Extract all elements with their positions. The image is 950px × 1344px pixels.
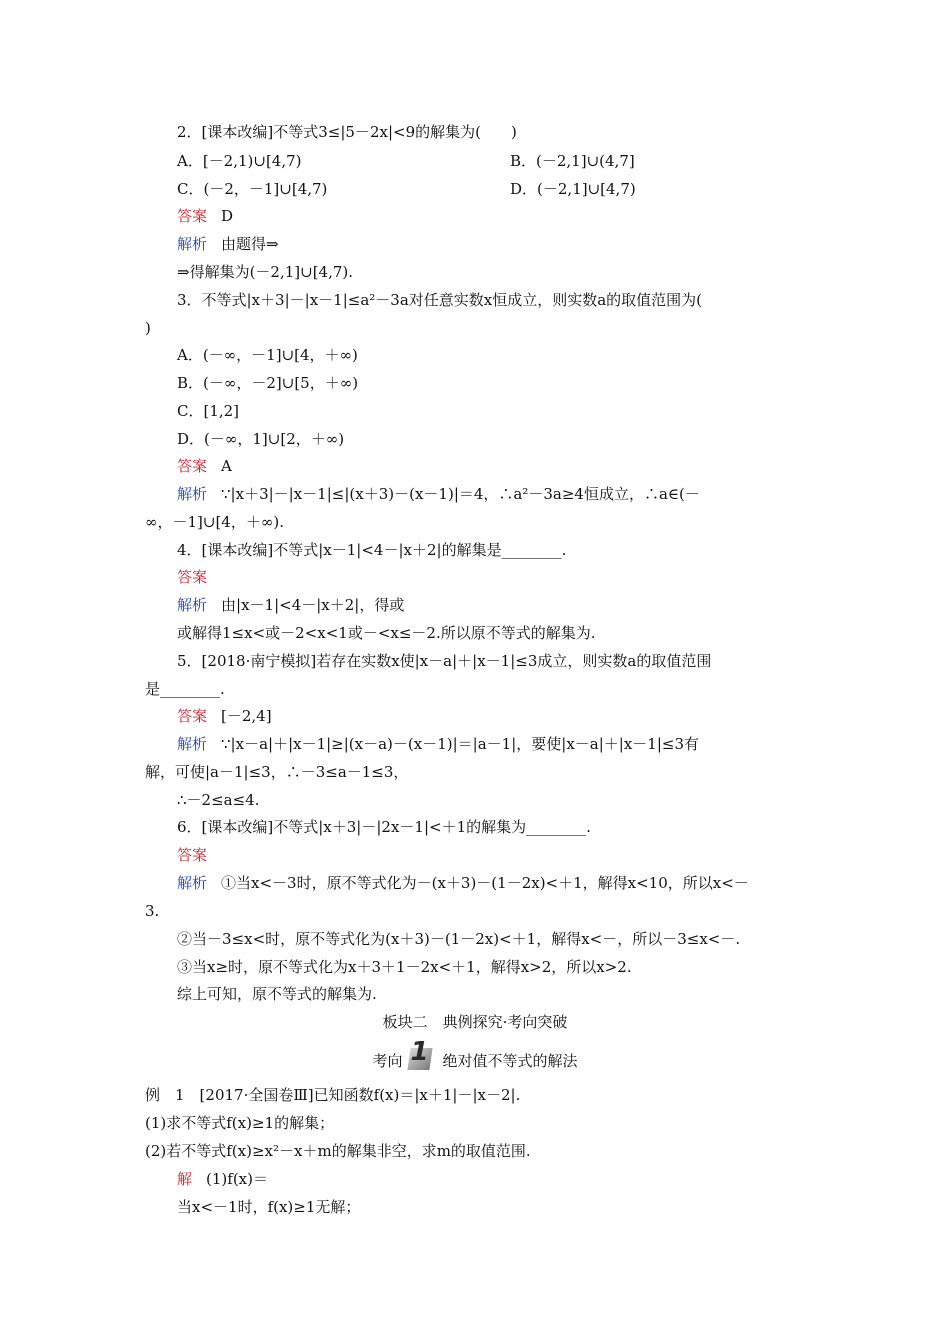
- topic-title: 绝对值不等式的解法: [442, 1052, 578, 1070]
- q3-analysis-line2: ∞，－1]∪[4，＋∞).: [145, 513, 284, 531]
- q6-analysis-line4: ③当x≥时，原不等式化为x＋3＋1－2x<＋1，解得x>2，所以x>2.: [177, 958, 632, 976]
- analysis-label: 解析: [177, 874, 208, 892]
- q4-stem: 4．[课本改编]不等式|x－1|<4－|x＋2|的解集是________.: [177, 541, 567, 559]
- analysis-label: 解析: [177, 485, 208, 503]
- solution-label: 解: [177, 1170, 193, 1188]
- q2-option-d: D．(－2,1]∪[4,7): [510, 180, 636, 198]
- q2-option-a: A．[－2,1)∪[4,7): [177, 152, 302, 170]
- section-title: 板块二 典例探究·考向突破: [382, 1013, 568, 1031]
- q6-analysis-line2: 3.: [145, 902, 160, 920]
- q3-option-b: B．(－∞，－2]∪[5，＋∞): [177, 374, 359, 392]
- q2-answer: D: [221, 207, 234, 225]
- q3-option-d: D．(－∞，1]∪[2，＋∞): [177, 430, 345, 448]
- q3-option-c: C．[1,2]: [177, 402, 240, 420]
- q4-analysis-text: 由|x－1|<4－|x＋2|，得或: [221, 596, 405, 614]
- q4-analysis-line2: 或解得1≤x<或－2<x<1或－<x≤－2.所以原不等式的解集为.: [177, 624, 596, 642]
- example1-part2: (2)若不等式f(x)≥x²－x＋m的解集非空，求m的取值范围.: [145, 1142, 531, 1160]
- example1-stem: 例 1 [2017·全国卷Ⅲ]已知函数f(x)＝|x＋1|－|x－2|.: [145, 1086, 521, 1104]
- q2-analysis-row: [177, 234, 279, 256]
- answer-label: 答案: [177, 207, 208, 225]
- q3-analysis-row: [177, 484, 700, 506]
- example1-solution-row: [177, 1169, 268, 1191]
- q5-analysis-line3: ∴－2≤a≤4.: [177, 791, 260, 809]
- q5-analysis-row: [177, 734, 699, 756]
- q6-analysis-text: ①当x<－3时，原不等式化为－(x＋3)－(1－2x)<＋1，解得x<10，所以x<－: [221, 874, 749, 892]
- q2-answer-row: [177, 206, 233, 228]
- answer-label: 答案: [177, 707, 208, 725]
- example1-solution-line2: 当x<－1时，f(x)≥1无解；: [177, 1198, 361, 1216]
- q2-option-b: B．(－2,1]∪(4,7]: [510, 152, 635, 170]
- q2-stem: 2．[课本改编]不等式3≤|5－2x|<9的解集为( ): [177, 123, 517, 141]
- q5-stem-cont: 是________.: [145, 680, 225, 698]
- q2-analysis-line2: ⇒得解集为(－2,1]∪[4,7).: [177, 263, 354, 281]
- example1-part1: (1)求不等式f(x)≥1的解集；: [145, 1114, 335, 1132]
- topic-number-badge: [405, 1037, 433, 1072]
- q6-analysis-line3: ②当－3≤x<时，原不等式化为(x＋3)－(1－2x)<＋1，解得x<－，所以－3≤x<－.: [177, 930, 741, 948]
- q5-answer-row: [177, 706, 272, 728]
- q6-answer-row: [177, 845, 221, 867]
- q5-analysis-text: ∵|x－a|＋|x－1|≥|(x－a)－(x－1)|＝|a－1|，要使|x－a|＋|x－1|≤3有: [221, 735, 699, 753]
- q3-answer-row: [177, 456, 232, 478]
- q5-stem: 5．[2018·南宁模拟]若存在实数x使|x－a|＋|x－1|≤3成立，则实数a的取值范围: [177, 652, 712, 670]
- q3-option-a: A．(－∞，－1]∪[4，＋∞): [177, 346, 358, 364]
- topic-prefix: 考向: [372, 1052, 403, 1070]
- q6-analysis-row: [177, 873, 749, 895]
- answer-label: 答案: [177, 457, 208, 475]
- q4-answer-row: [177, 567, 221, 589]
- q6-analysis-line5: 综上可知，原不等式的解集为.: [177, 985, 377, 1003]
- answer-label: 答案: [177, 568, 208, 586]
- example1-solution-text: (1)f(x)＝: [206, 1170, 268, 1188]
- q2-option-c: C．(－2，－1]∪[4,7): [177, 180, 328, 198]
- topic-number: 1: [410, 1037, 429, 1067]
- q3-answer: A: [221, 457, 232, 475]
- q2-analysis-text: 由题得⇒: [221, 235, 279, 253]
- q5-analysis-line2: 解，可使|a－1|≤3，∴－3≤a－1≤3，: [145, 763, 409, 781]
- analysis-label: 解析: [177, 735, 208, 753]
- q3-stem-cont: ): [145, 319, 151, 337]
- analysis-label: 解析: [177, 235, 208, 253]
- q3-analysis-text: ∵|x＋3|－|x－1|≤|(x＋3)－(x－1)|＝4，∴a²－3a≥4恒成立，∴a∈(－: [221, 485, 700, 503]
- analysis-label: 解析: [177, 596, 208, 614]
- q4-analysis-row: [177, 595, 404, 617]
- answer-label: 答案: [177, 846, 208, 864]
- q3-stem: 3．不等式|x＋3|－|x－1|≤a²－3a对任意实数x恒成立，则实数a的取值范围为(: [177, 291, 703, 309]
- topic-heading: [0, 1037, 950, 1074]
- q5-answer: [－2,4]: [221, 707, 272, 725]
- q6-stem: 6．[课本改编]不等式|x＋3|－|2x－1|<＋1的解集为________.: [177, 818, 591, 836]
